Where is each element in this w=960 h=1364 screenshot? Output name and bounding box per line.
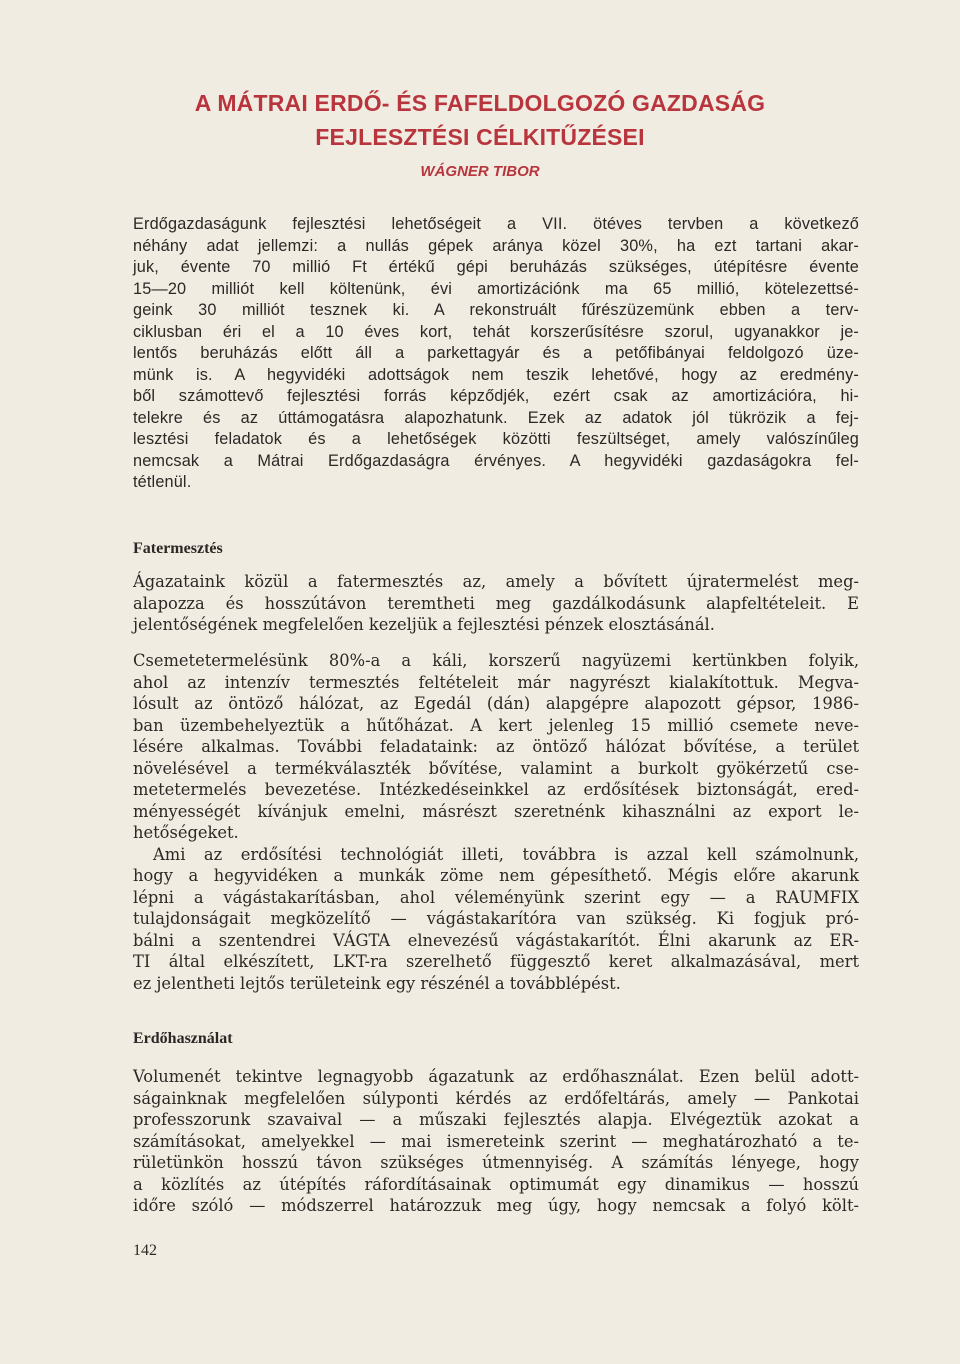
title-line-2: FEJLESZTÉSI CÉLKITŰZÉSEI xyxy=(315,124,645,150)
body-line: Ami az erdősítési technológiát illeti, továbbra is azzal kell számolnunk, xyxy=(153,844,859,864)
section-heading-fatermesztes: Fatermesztés xyxy=(133,540,223,557)
section-heading-erdohasznalat: Erdőhasználat xyxy=(133,1030,233,1047)
body-line: ményességét kívánjuk emelni, másrészt szeretnénk kihasználni az export le- xyxy=(133,801,859,821)
body-line: ahol az intenzív termesztés feltételeit már nagyrészt kialakítottuk. Megva- xyxy=(133,672,859,692)
fatermesztes-paragraph-1 xyxy=(133,571,859,636)
page-number: 142 xyxy=(133,1242,157,1259)
intro-line: ciklusban éri el a 10 éves kort, tehát korszerűsítésre szorul, ugyanakkor je- xyxy=(133,322,859,341)
body-line: növelésével a termékválaszték bővítése, valamint a burkolt gyökérzetű cse- xyxy=(133,758,859,778)
body-line: tulajdonságait megközelítő — vágástakarítóra van szükség. Ki fogjuk pró- xyxy=(133,909,859,928)
body-line: rületünkön hosszú távon szükséges útmennyiség. A számítás lényege, hogy xyxy=(133,1153,859,1172)
intro-line: juk, évente 70 millió Ft értékű gépi beruházás szükséges, útépítésre évente xyxy=(133,258,859,276)
intro-line: ből számottevő fejlesztési forrás képződjék, ezért csak az amortizációra, hi- xyxy=(133,387,859,405)
erdohasznalat-paragraph-1 xyxy=(133,1066,859,1217)
body-line: időre szóló — módszerrel határozzuk meg úgy, hogy nemcsak a folyó költ- xyxy=(133,1196,859,1215)
intro-line: tétlenül. xyxy=(133,473,192,491)
intro-paragraph xyxy=(133,214,859,494)
body-line: professzorunk szavaival — a műszaki fejlesztés alapja. Elvégeztük azokat a xyxy=(133,1110,859,1129)
author-name: WÁGNER TIBOR xyxy=(420,163,540,180)
body-line: számításokat, amelyekkel — mai ismereteink szerint — meghatározható a te- xyxy=(133,1131,859,1151)
fatermesztes-paragraph-2 xyxy=(133,650,859,994)
body-line: Ágazataink közül a fatermesztés az, amely a bővített újratermelést meg- xyxy=(133,572,859,591)
body-line: Volumenét tekintve legnagyobb ágazatunk az erdőhasználat. Ezen belül adott- xyxy=(133,1067,859,1086)
intro-line: münk is. A hegyvidéki adottságok nem teszik lehetővé, hogy az eredmény- xyxy=(133,365,859,384)
intro-line: néhány adat jellemzi: a nullás gépek aránya közel 30%, ha ezt tartani akar- xyxy=(133,236,859,255)
intro-line: lesztési feladatok és a lehetőségek közötti feszültséget, amely valószínűleg xyxy=(133,430,859,448)
body-line: lépni a vágástakarításban, ahol véleményünk szerint egy — a RAUMFIX xyxy=(133,887,859,907)
body-line: hetőségeket. xyxy=(133,823,239,842)
intro-line: geink 30 milliót tesznek ki. A rekonstruált fűrészüzemünk ebben a terv- xyxy=(133,301,859,319)
body-line: jelentőségének megfelelően kezeljük a fejlesztési pénzek elosztásánál. xyxy=(133,615,715,635)
intro-line: lentős beruházás előtt áll a parkettagyár és a petőfibányai feldolgozó üze- xyxy=(133,344,859,362)
body-line: a közlítés az útépítés ráfordításainak optimumát egy dinamikus — hosszú xyxy=(133,1174,859,1194)
intro-line: 15—20 milliót kell költenünk, évi amortizációnk ma 65 millió, kötelezettsé- xyxy=(133,279,859,298)
intro-line: telekre és az úttámogatásra alapozhatunk. Ezek az adatok jól tükrözik a fej- xyxy=(133,408,859,427)
intro-line: nemcsak a Mátrai Erdőgazdaságra érvényes. A hegyvidéki gazdaságokra fel- xyxy=(133,451,859,470)
body-line: lésére alkalmas. További feladataink: az öntöző hálózat bővítése, a terület xyxy=(133,737,859,756)
body-line: ságainknak megfelelően súlyponti kérdés az erdőfeltárás, amely — Pankotai xyxy=(133,1088,859,1108)
intro-line: Erdőgazdaságunk fejlesztési lehetőségeit a VII. ötéves tervben a következő xyxy=(133,215,859,233)
title-line-1: A MÁTRAI ERDŐ- ÉS FAFELDOLGOZÓ GAZDASÁG xyxy=(194,90,766,116)
body-line: bálni a szentendrei VÁGTA elnevezésű vágástakarítót. Élni akarunk az ER- xyxy=(133,930,859,950)
body-line: lósult az öntöző hálózat, az Egedál (dán) alapgépre alapozott gépsor, 1986- xyxy=(133,694,859,713)
body-line: ban üzembehelyeztük a hűtőházat. A kert jelenleg 15 millió csemete neve- xyxy=(133,715,859,735)
body-line: alapozza és hosszútávon teremtheti meg gazdálkodásunk alapfeltételeit. E xyxy=(133,593,859,613)
body-line: TI által elkészített, LKT-ra szerelhető függesztő keret alkalmazásával, mert xyxy=(133,952,859,971)
body-line: Csemetetermelésünk 80%-a a káli, korszerű nagyüzemi kertünkben folyik, xyxy=(133,651,859,670)
body-line: ez jelentheti lejtős területeink egy részénél a továbblépést. xyxy=(133,973,621,993)
body-line: hogy a hegyvidéken a munkák zöme nem gépesíthető. Mégis előre akarunk xyxy=(133,866,859,885)
body-line: metetermelés bevezetése. Intézkedéseinkkel az erdősítések biztonságát, ered- xyxy=(133,780,859,799)
